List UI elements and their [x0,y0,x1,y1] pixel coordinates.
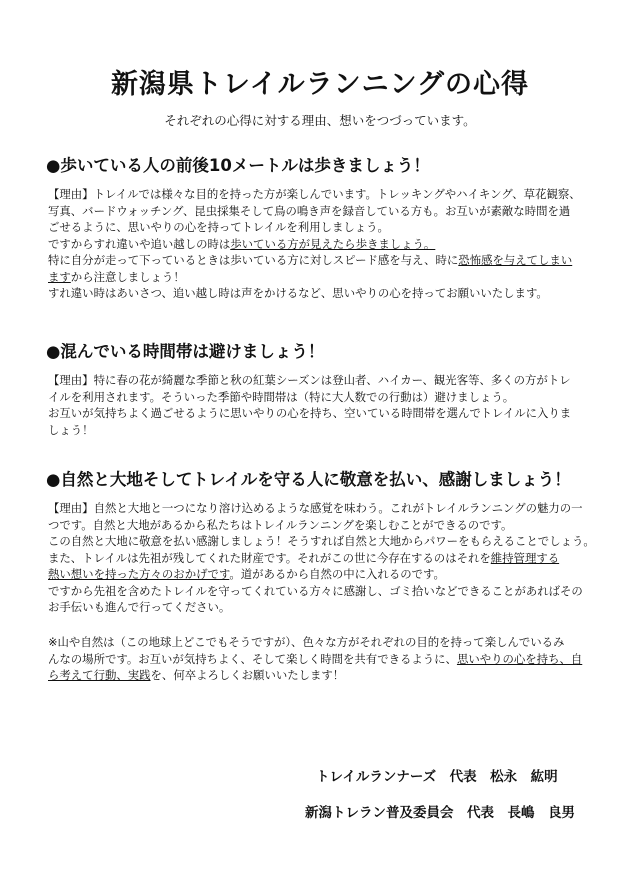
body-line: お手伝いも進んで行ってください。 [48,600,231,614]
section-heading: ●自然と大地そしてトレイルを守る人に敬意を払い、感謝しましょう！ [46,470,571,489]
section-body [48,186,608,302]
signature-trail-runners: トレイルランナーズ 代表 松永 紘明 [316,769,558,785]
page-title: 新潟県トレイルランニングの心得 [110,69,530,100]
body-line: つです。自然と大地があるから私たちはトレイルランニングを楽しむことができるのです。 [48,517,513,532]
underlined-text: ます [48,269,71,284]
body-line: イルを利用されます。そういった季節や時間帯は（特に大人数での行動は）避けましょう。 [48,389,515,404]
underlined-text: 歩いている方が見えたら歩きましょう。 [230,236,436,251]
note-body [48,634,608,684]
body-line: ら考えて行動、実践を、何卒よろしくお願いいたします！ [48,668,345,682]
body-line: 【理由】自然と大地と一つになり溶け込めるような感覚を味わう。これがトレイルランニングの魅力の一 [48,501,583,515]
body-line: お互いが気持ちよく過ごせるように思いやりの心を持ち、空いている時間帯を選んでトレイルに入りま [48,406,572,420]
body-line: しょう！ [48,422,94,437]
section-heading: ●混んでいる時間帯は避けましょう！ [46,342,325,361]
body-line: すれ違い時はあいさつ、追い越し時は声をかけるなど、思いやりの心を持ってお願いいたします。 [48,286,548,300]
body-line: 熱い想いを持った方々のおかげです。道があるから自然の中に入れるのです。 [48,567,445,581]
section-walk-near-hikers [48,152,608,302]
underlined-text: 恐怖感を与えてしまい [458,253,573,267]
body-line: 特に自分が走って下っているときは歩いている方に対しスピード感を与え、時に恐怖感を与えてしまい [48,253,573,267]
body-line: また、トレイルは先祖が残してくれた財産です。それがこの世に今存在するのはそれを維持管理する [48,550,560,565]
body-line: ますから注意しましょう！ [48,269,185,284]
section-respect-nature [48,466,608,616]
body-line: 【理由】特に春の花が綺麗な季節と秋の紅葉シーズンは登山者、ハイカー、観光客等、多くの方がトレ [48,373,571,387]
page-subtitle: それぞれの心得に対する理由、想いをつづっています。 [164,113,476,128]
underlined-text: ら考えて行動、実践 [48,668,151,682]
section-avoid-crowded-times [48,338,608,438]
section-body [48,372,608,438]
signature-niigata-committee: 新潟トレラン普及委員会 代表 長嶋 良男 [305,805,575,821]
closing-note [48,634,608,684]
body-line: ですからすれ違いや追い越しの時は歩いている方が見えたら歩きましょう。 [48,236,436,251]
underlined-text: 熱い想いを持った方々のおかげです [48,567,230,581]
body-line: んなの場所です。お互いが気持ちよく、そして楽しく時間を共有できるように、思いやりの心を持ち、自 [48,651,583,666]
underlined-text: 維持管理する [490,550,560,565]
underlined-text: 思いやりの心を持ち、自 [456,651,583,666]
body-line: ごせるように、思いやりの心を持ってトレイルを利用しましょう。 [48,220,389,234]
body-line: この自然と大地に敬意を払い感謝しましょう！そうすれば自然と大地からパワーをもらえることでしょう。 [48,534,595,548]
section-heading: ●歩いている人の前後10メートルは歩きましょう！ [46,156,430,175]
body-line: ※山や自然は（この地球上どこでもそうですが）、色々な方がそれぞれの目的を持って楽しんでいるみ [48,635,565,649]
body-line: ですから先祖を含めたトレイルを守ってくれている方々に感謝し、ゴミ拾いなどできることがあればその [48,583,583,598]
section-body [48,500,608,616]
body-line: 写真、バードウォッチング、昆虫採集そして鳥の鳴き声を録音している方も。お互いが素敵な時間を過 [48,203,571,218]
body-line: 【理由】トレイルでは様々な目的を持った方が楽しんでいます。トレッキングやハイキング、草花観察、 [48,187,581,201]
